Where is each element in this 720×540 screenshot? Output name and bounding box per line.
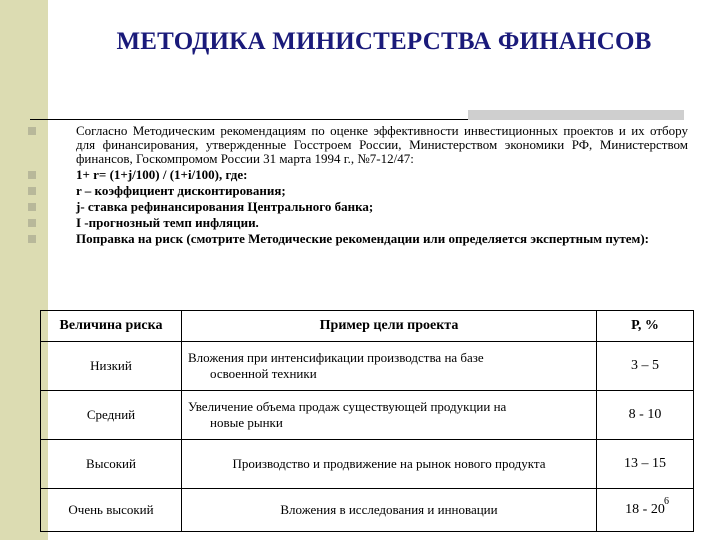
- bullet-item: [28, 124, 688, 166]
- cell-p: 18 - 20: [597, 489, 694, 532]
- square-bullet-icon: [28, 235, 36, 243]
- bullet-item: [28, 200, 688, 214]
- cell-risk: Высокий: [41, 440, 182, 489]
- table-row: [41, 391, 694, 440]
- title-divider-line: [30, 119, 470, 120]
- bullet-text: I -прогнозный темп инфляции.: [76, 215, 259, 230]
- risk-table: [40, 310, 694, 532]
- square-bullet-icon: [28, 203, 36, 211]
- bullet-text: Поправка на риск (смотрите Методические рекомендации или определяется экспертным путем):: [76, 231, 649, 246]
- cell-goal: [182, 342, 597, 391]
- goal-line: освоенной техники: [210, 366, 317, 381]
- bullet-text: r – коэффициент дисконтирования;: [76, 183, 286, 198]
- table-row: [41, 489, 694, 532]
- cell-p: 13 – 15: [597, 440, 694, 489]
- title-divider-block: [468, 110, 684, 120]
- cell-risk: Средний: [41, 391, 182, 440]
- table-header-row: [41, 311, 694, 342]
- square-bullet-icon: [28, 187, 36, 195]
- header-goal: Пример цели проекта: [182, 311, 597, 342]
- goal-line: Увеличение объема продаж существующей продукции на: [188, 399, 507, 414]
- bullet-item: [28, 168, 688, 182]
- bullet-text: j- ставка рефинансирования Центрального банка;: [76, 199, 374, 214]
- cell-p: 8 - 10: [597, 391, 694, 440]
- goal-line: Вложения при интенсификации производства на базе: [188, 350, 484, 365]
- cell-goal: [182, 440, 597, 489]
- table-row: [41, 342, 694, 391]
- bullet-item: [28, 232, 688, 246]
- slide-title: МЕТОДИКА МИНИСТЕРСТВА ФИНАНСОВ: [116, 28, 652, 55]
- cell-goal: [182, 391, 597, 440]
- cell-goal: [182, 489, 597, 532]
- header-risk: Величина риска: [41, 311, 182, 342]
- cell-risk: Очень высокий: [41, 489, 182, 532]
- cell-p: 3 – 5: [597, 342, 694, 391]
- table-row: [41, 440, 694, 489]
- bullet-list: [28, 124, 688, 246]
- bullet-text: 1+ r= (1+j/100) / (1+i/100), где:: [76, 167, 248, 182]
- bullet-item: [28, 216, 688, 230]
- goal-line: Вложения в исследования и инновации: [280, 502, 498, 517]
- square-bullet-icon: [28, 219, 36, 227]
- square-bullet-icon: [28, 171, 36, 179]
- cell-risk: Низкий: [41, 342, 182, 391]
- square-bullet-icon: [28, 127, 36, 135]
- page-number: 6: [664, 496, 669, 507]
- header-p: Р, %: [597, 311, 694, 342]
- goal-line: Производство и продвижение на рынок нового продукта: [232, 456, 546, 471]
- bullet-text: Согласно Методическим рекомендациям по оценке эффективности инвестиционных проектов и их отбору для финансирования, утвержденные Госстроем России, Министерством экономики РФ, Министерством финансов, Госкомпромом России 31 марта 1994 г., №7-12/47:: [76, 123, 688, 166]
- bullet-item: [28, 184, 688, 198]
- goal-line: новые рынки: [210, 415, 283, 430]
